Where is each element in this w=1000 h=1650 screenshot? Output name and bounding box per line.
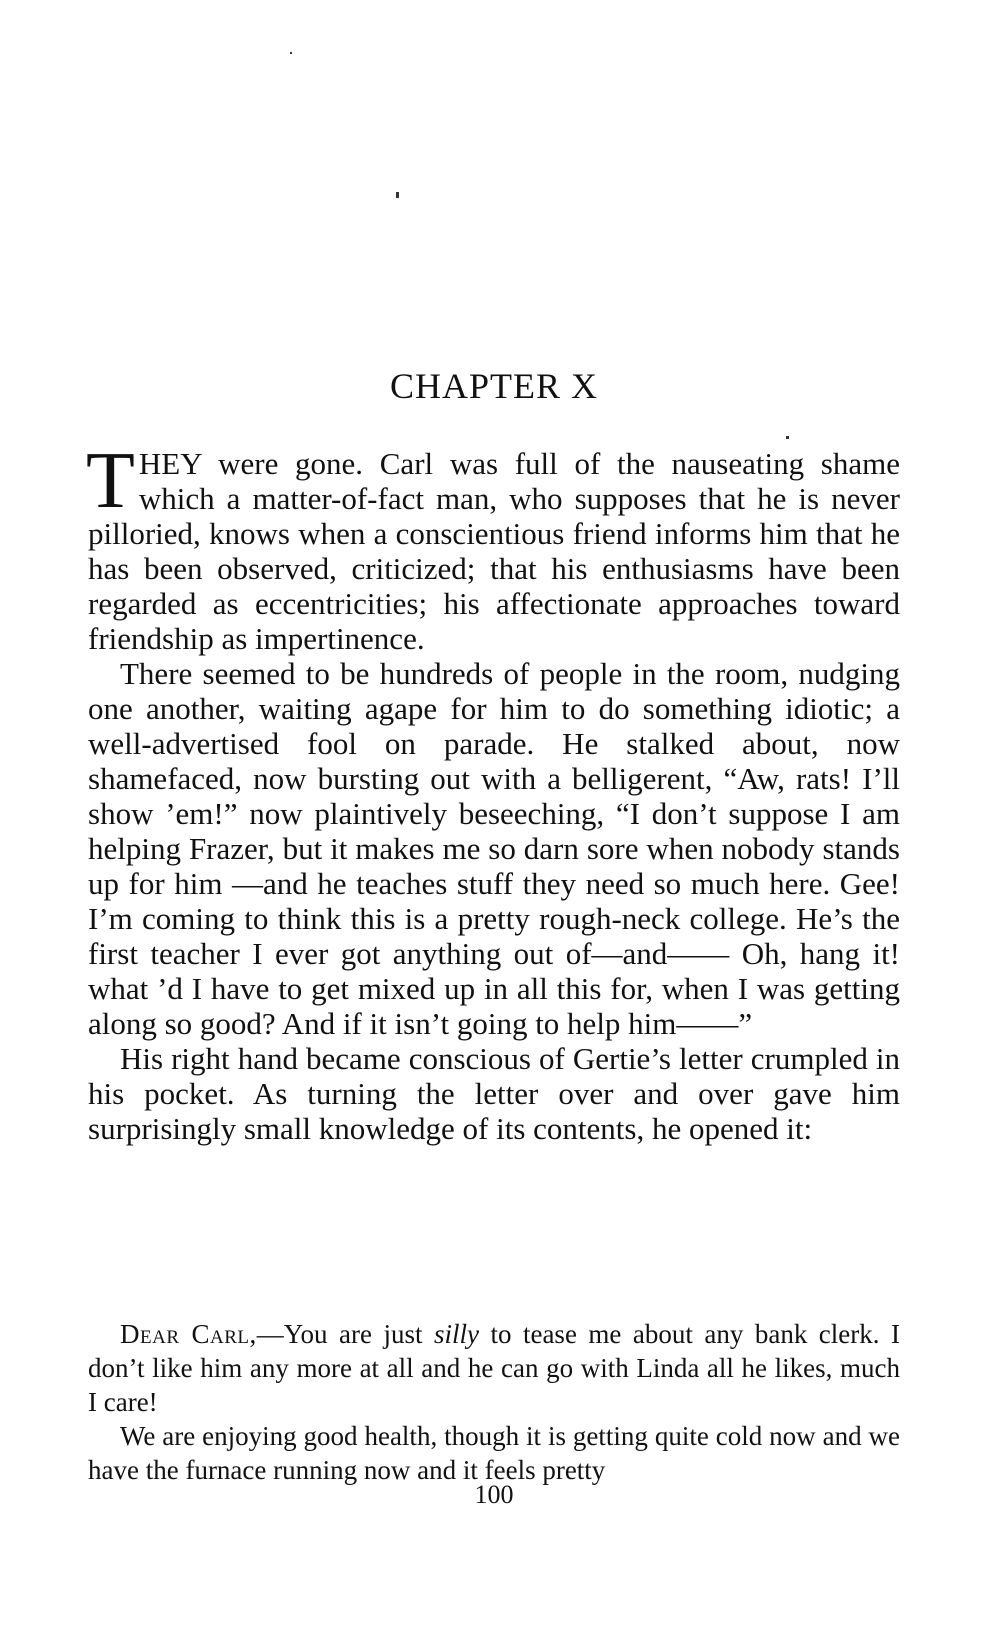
paragraph-2: There seemed to be hundreds of people in the room, nudging one another, waiting agape for him to do something idiotic; a well-advertised fool on parade. He stalked about, now shamefaced, now bursting out with a belligerent, “Aw, rats! I’ll show ’em!” now plaintively beseeching, “I don’t suppose I am helping Frazer, but it makes me so darn sore when nobody stands up for him —and he teaches stuff they need so much here. Gee! I’m coming to think this is a pretty rough-neck college. He’s the first teacher I ever got anything out of—and—— Oh, hang it! what ’d I have to get mixed up in all this for, when I was getting along so good? And if it isn’t going to help him——” <box>88 656 900 1041</box>
letter-emphasis: silly <box>433 1319 479 1349</box>
letter-text-start: —You are just <box>256 1319 434 1349</box>
paragraph-1 <box>86 437 900 656</box>
book-page <box>88 0 900 1650</box>
chapter-title: CHAPTER X <box>389 366 599 406</box>
drop-cap: T <box>86 437 135 525</box>
paragraph-3: His right hand became conscious of Gertie’s letter crumpled in his pocket. As turning the letter over and over gave him surprisingly small knowledge of its contents, he opened it: <box>88 1041 900 1146</box>
page-number: 100 <box>474 1480 514 1509</box>
scan-speck <box>290 52 292 54</box>
letter-salutation: Dear Carl, <box>120 1319 257 1349</box>
scan-speck <box>396 192 399 198</box>
scan-speck <box>786 436 789 439</box>
chapter-body <box>86 437 900 1146</box>
letter-paragraph-2: We are enjoying good health, though it is getting quite cold now and we have the furnace running now and it feels pretty <box>88 1421 900 1485</box>
letter-excerpt <box>88 1317 900 1487</box>
letter-paragraph-1 <box>88 1317 900 1419</box>
letter-text-rest: to tease me about any bank clerk. I don’t like him any more at all and he can go with Linda all he likes, much I care! <box>88 1319 900 1417</box>
paragraph-1-text: HEY were gone. Carl was full of the nauseating shame which a matter-of-fact man, who supposes that he is never pilloried, knows when a conscientious friend informs him that he has been observed, criticized; that his enthusiasms have been regarded as eccentricities; his affectionate approaches toward friendship as impertinence. <box>88 446 900 656</box>
